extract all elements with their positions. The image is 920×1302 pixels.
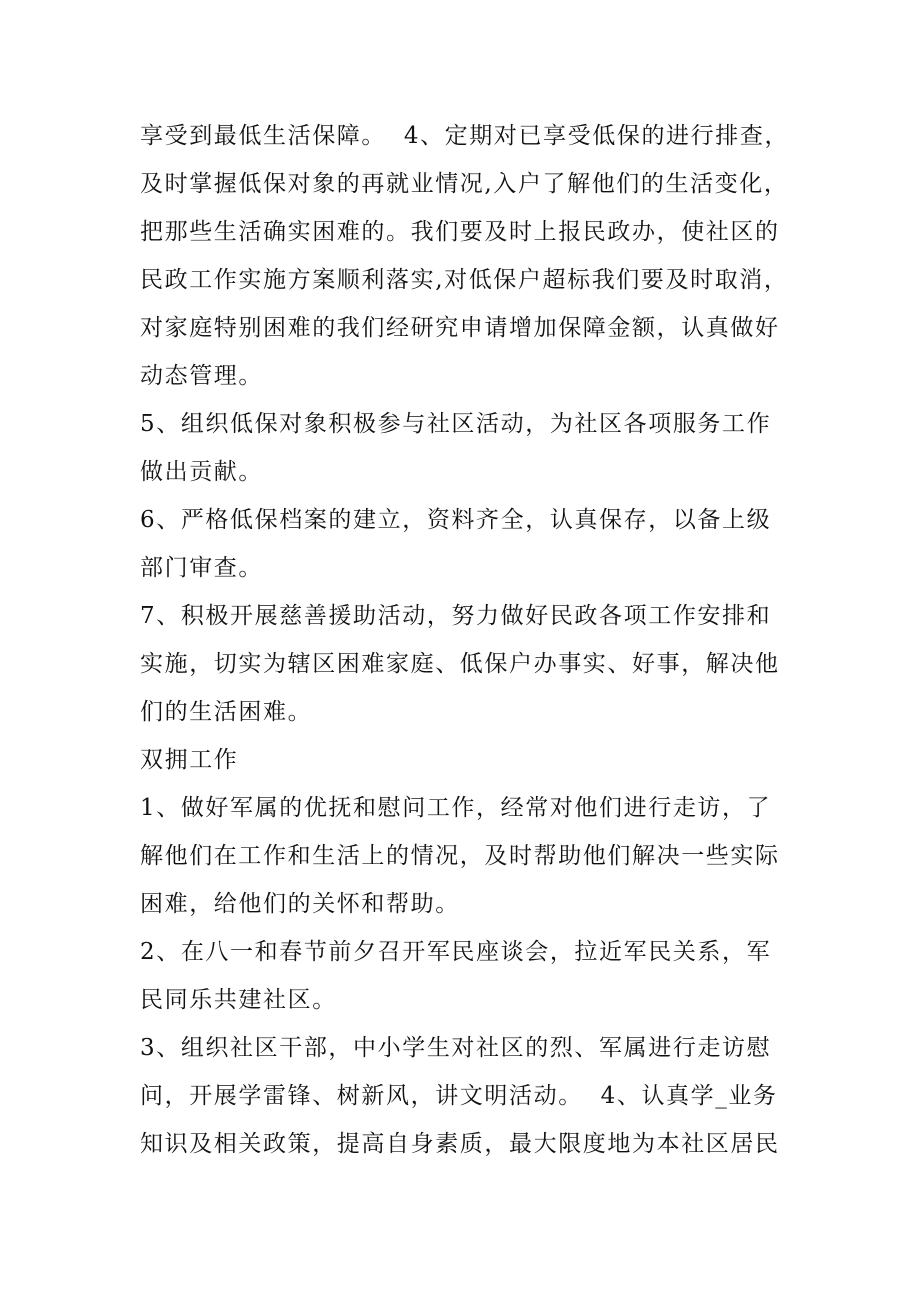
- text-line: 问，开展学雷锋、树新风，讲文明活动。 4、认真学_业务: [140, 1083, 778, 1109]
- text-line: 7、积极开展慈善援助活动，努力做好民政各项工作安排和: [140, 603, 772, 629]
- text-line: 实施，切实为辖区困难家庭、低保户办事实、好事，解决他: [140, 651, 780, 677]
- text-line: 民政工作实施方案顺利落实,对低保户超标我们要及时取消，: [140, 267, 789, 293]
- text-line: 解他们在工作和生活上的情况，及时帮助他们解决一些实际: [140, 843, 780, 869]
- text-line: 把那些生活确实困难的。我们要及时上报民政办，使社区的: [140, 219, 780, 245]
- text-line: 部门审查。: [140, 555, 263, 581]
- text-line: 动态管理。: [140, 363, 263, 389]
- text-line: 6、严格低保档案的建立，资料齐全，认真保存，以备上级: [140, 507, 772, 533]
- text-line: 知识及相关政策，提高自身素质，最大限度地为本社区居民: [140, 1131, 780, 1157]
- text-line: 做出贡献。: [140, 459, 263, 485]
- text-line: 3、组织社区干部，中小学生对社区的烈、军属进行走访慰: [140, 1035, 772, 1061]
- text-line: 及时掌握低保对象的再就业情况,入户了解他们的生活变化，: [140, 171, 789, 197]
- text-line: 们的生活困难。: [140, 699, 313, 725]
- text-line: 民同乐共建社区。: [140, 987, 337, 1013]
- text-line: 5、组织低保对象积极参与社区活动，为社区各项服务工作: [140, 411, 772, 437]
- text-line: 2、在八一和春节前夕召开军民座谈会，拉近军民关系，军: [140, 939, 772, 965]
- text-line: 享受到最低生活保障。 4、定期对已享受低保的进行排查，: [140, 123, 790, 149]
- text-line: 1、做好军属的优抚和慰问工作，经常对他们进行走访，了: [140, 795, 772, 821]
- text-line: 对家庭特别困难的我们经研究申请增加保障金额，认真做好: [140, 315, 780, 341]
- text-line: 困难，给他们的关怀和帮助。: [140, 891, 460, 917]
- section-heading: 双拥工作: [140, 747, 239, 773]
